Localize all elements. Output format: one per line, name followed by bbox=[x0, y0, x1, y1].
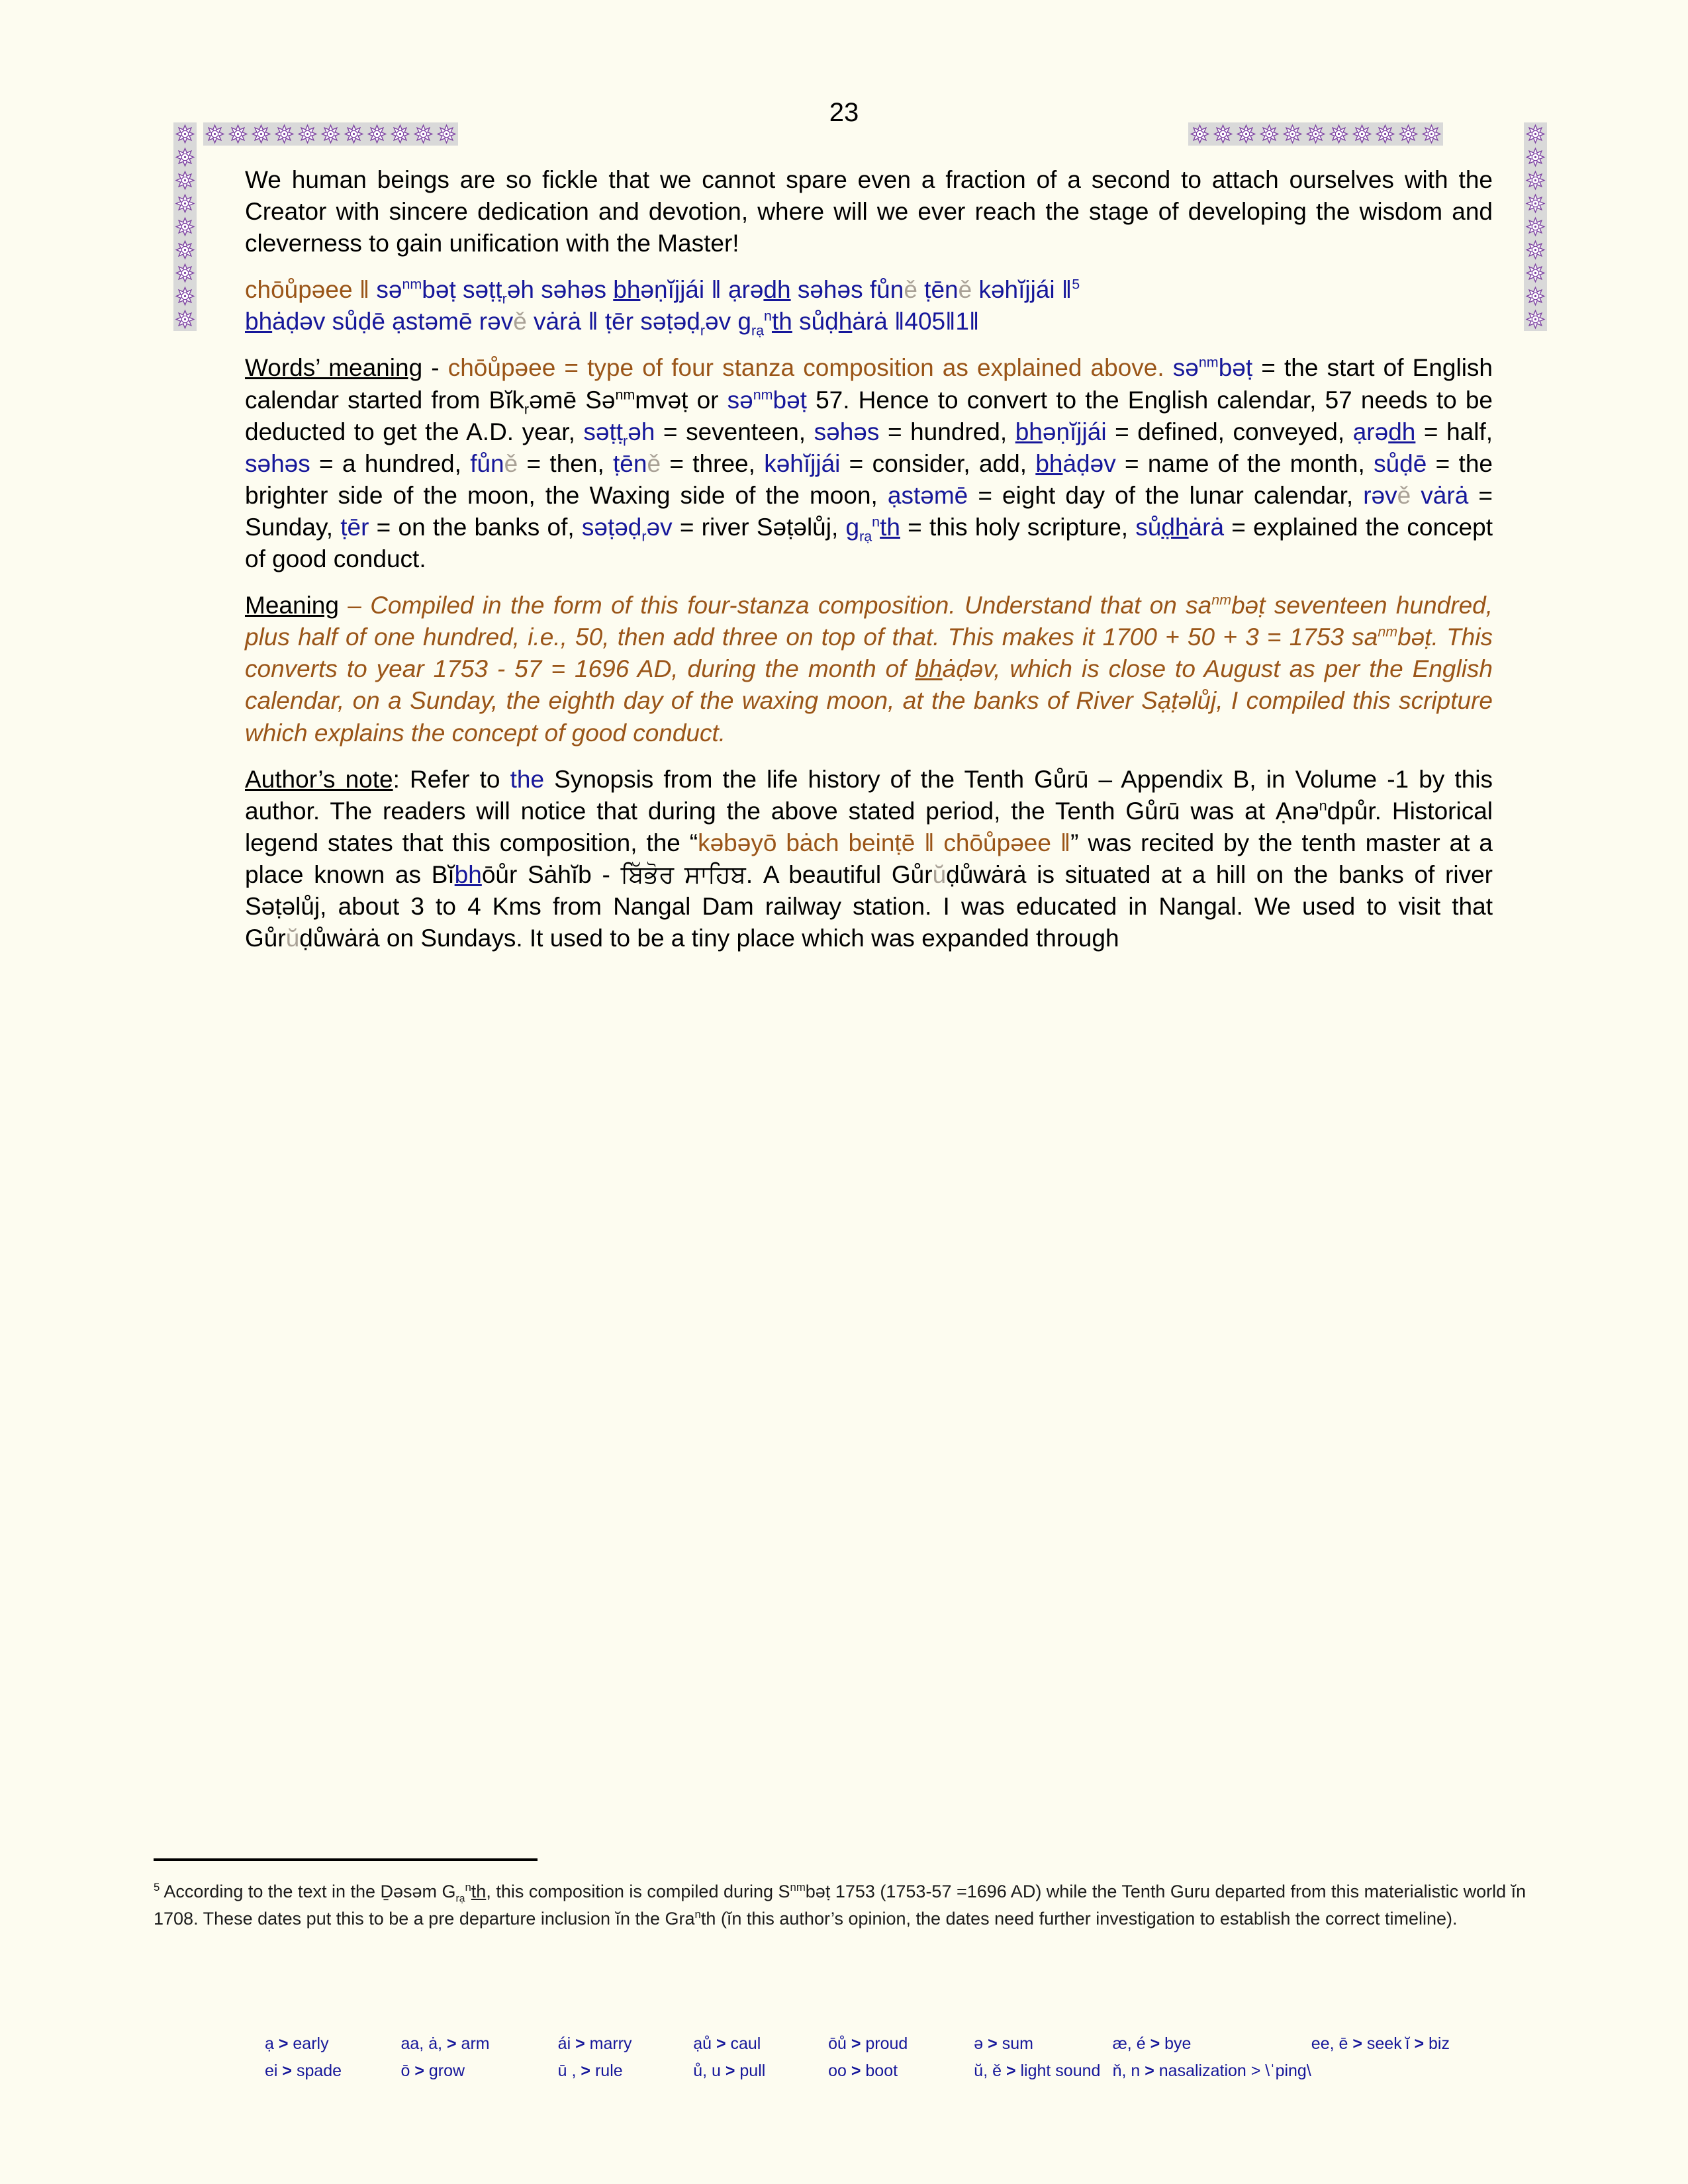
pronunciation-arrow: > bbox=[414, 2062, 429, 2080]
footnote-sup-c: n bbox=[694, 1908, 701, 1921]
pronunciation-symbol: ái bbox=[557, 2034, 576, 2053]
pronunciation-arrow: > bbox=[1414, 2034, 1429, 2053]
pronunciation-key-cell bbox=[558, 2058, 694, 2085]
pronunciation-symbol: æ, é bbox=[1112, 2034, 1150, 2053]
flower-ornament-icon bbox=[1524, 215, 1547, 238]
gloss-15: = on the banks of, bbox=[369, 513, 582, 541]
term-bhadav-underline: bh bbox=[1035, 449, 1063, 477]
verse-transliteration bbox=[245, 274, 1493, 338]
term-sahas-1: səhəs bbox=[814, 418, 880, 445]
term-kahijjai: kəhĭjjái bbox=[764, 449, 841, 477]
pronunciation-symbol: aa, ȧ, bbox=[400, 2034, 447, 2053]
authors-note-heading: Author’s note bbox=[245, 765, 393, 793]
gloss-18: = explained the concept of good conduct. bbox=[245, 513, 1493, 573]
term-satadrav-sub: r bbox=[641, 528, 647, 545]
ornament-border-left bbox=[173, 122, 197, 331]
flower-ornament-icon bbox=[173, 192, 197, 215]
pronunciation-example-word: proud bbox=[865, 2034, 908, 2053]
flower-ornament-icon bbox=[1524, 169, 1547, 192]
term-bhanijjai-underline: bh bbox=[1015, 418, 1043, 445]
pronunciation-arrow: > bbox=[447, 2034, 461, 2053]
pronunciation-key-cell bbox=[1405, 2030, 1450, 2058]
flower-ornament-icon bbox=[226, 122, 250, 146]
footnote-text-b: , this composition is compiled during S bbox=[486, 1882, 790, 1901]
verse-light-sound-1: ě bbox=[904, 276, 917, 304]
flower-ornament-icon bbox=[1524, 285, 1547, 308]
words-meaning-brown-segment: chōůpəee = type of four stanza composition as explained above. bbox=[447, 354, 1164, 382]
flower-ornament-icon bbox=[1235, 122, 1258, 146]
footnote-sup-b: nm bbox=[790, 1881, 806, 1893]
pronunciation-symbol: ň, n bbox=[1112, 2062, 1145, 2080]
authors-note-text-f: ḍůwȧrȧ is situated at a hill on the banks of river Səṭəlůj, about 3 to 4 Kms from Nangal Dam railway station. I was educated in Nangal. We used to visit that Gůr bbox=[245, 860, 1493, 952]
meaning-text-b: bəṭ seventeen hundred, plus half of one hundred, i.e., 50, then add three on top of that. This makes it 1700 + 50 + 3 = 1753 sa bbox=[245, 592, 1493, 651]
flower-ornament-icon bbox=[1397, 122, 1420, 146]
meaning-text-a: Compiled in the form of this four-stanza composition. Understand that on sa bbox=[370, 592, 1212, 619]
gloss-4: = hundred, bbox=[879, 418, 1015, 445]
term-sude: sůḍē bbox=[1374, 449, 1427, 477]
verse-underline-h: h bbox=[838, 308, 853, 336]
pronunciation-example-word: biz bbox=[1429, 2034, 1450, 2053]
term-sattrah-sub: r bbox=[623, 433, 628, 449]
meaning-text-c: bəṭ. This converts to year 1753 - 57 = 1696 AD, during the month of bbox=[245, 623, 1493, 683]
authors-note-blue-underlined: bh bbox=[454, 860, 482, 888]
authors-note-text-e: . A beautiful Gůr bbox=[745, 860, 933, 888]
pronunciation-arrow: > bbox=[716, 2034, 731, 2053]
verse-run-9: vȧrȧ ǁ ṭēr səṭəḍ bbox=[526, 308, 700, 336]
pronunciation-example-word: light sound bbox=[1020, 2062, 1101, 2080]
term-bhadav: bhȧḍəv bbox=[1035, 449, 1116, 477]
meaning-underline-bh: bh bbox=[915, 655, 943, 683]
flower-ornament-icon bbox=[319, 122, 342, 146]
verse-light-sound-3: ě bbox=[513, 308, 527, 336]
flower-ornament-icon bbox=[173, 285, 197, 308]
term-sambat-1: sə$^{nm}$bəṭ bbox=[1172, 354, 1253, 382]
pronunciation-key bbox=[265, 2030, 1450, 2085]
flower-ornament-icon bbox=[250, 122, 273, 146]
flower-ornament-icon bbox=[1281, 122, 1304, 146]
verse-separator-1: ǁ bbox=[359, 276, 370, 304]
pronunciation-arrow: > bbox=[1150, 2034, 1165, 2053]
pronunciation-arrow: > bbox=[282, 2062, 297, 2080]
verse-title: chōůpəee bbox=[245, 276, 353, 304]
verse-run-12: ȧrȧ ǁ405ǁ1ǁ bbox=[852, 308, 980, 336]
gloss-7: = a hundred, bbox=[310, 449, 471, 477]
pronunciation-example-word: arm bbox=[461, 2034, 490, 2053]
pronunciation-symbol: ĭ bbox=[1405, 2034, 1415, 2053]
flower-ornament-icon bbox=[173, 146, 197, 169]
pronunciation-key-cell bbox=[974, 2030, 1112, 2058]
flower-ornament-icon bbox=[173, 238, 197, 261]
pronunciation-example-word: spade bbox=[296, 2062, 342, 2080]
verse-run-3: əh səhəs bbox=[506, 276, 614, 304]
verse-sub-ra: rạ bbox=[751, 322, 765, 339]
flower-ornament-icon bbox=[1524, 238, 1547, 261]
pronunciation-symbol: ee, ē bbox=[1311, 2034, 1353, 2053]
pronunciation-symbol: ạ bbox=[265, 2034, 279, 2053]
pronunciation-arrow: > bbox=[851, 2062, 866, 2080]
pronunciation-key-cell bbox=[693, 2030, 828, 2058]
authors-note-blue-word: the bbox=[510, 765, 545, 793]
pronunciation-example-word: bye bbox=[1164, 2034, 1192, 2053]
flower-ornament-icon bbox=[412, 122, 435, 146]
flower-ornament-icon bbox=[173, 169, 197, 192]
words-meaning-paragraph bbox=[245, 352, 1493, 575]
flower-ornament-icon bbox=[435, 122, 458, 146]
authors-note-light-a: ŭ bbox=[932, 860, 947, 888]
authors-note-text-a: Synopsis from the life history of the Tenth Gůrū – Appendix B, in Volume -1 by this author. The readers will notice that during the above stated period, the Tenth Gůrū was at Ạnə bbox=[245, 765, 1493, 825]
verse-sup-nm-1: nm bbox=[402, 276, 422, 293]
verse-underline-bh-1: bh bbox=[613, 276, 641, 304]
verse-run-6: ṭēn bbox=[917, 276, 959, 304]
verse-run-10: əv g bbox=[705, 308, 751, 336]
pronunciation-symbol: ō bbox=[400, 2062, 415, 2080]
flower-ornament-icon bbox=[203, 122, 226, 146]
gloss-3: = seventeen, bbox=[655, 418, 814, 445]
flower-ornament-icon bbox=[1524, 261, 1547, 285]
pronunciation-example-word: seek bbox=[1366, 2034, 1402, 2053]
pronunciation-example-word: early bbox=[293, 2034, 329, 2053]
verse-run-2: bəṭ səṭṭ bbox=[422, 276, 502, 304]
pronunciation-example-word: caul bbox=[730, 2034, 761, 2053]
verse-light-sound-2: ě bbox=[958, 276, 972, 304]
authors-note-paragraph bbox=[245, 764, 1493, 955]
pronunciation-example-word: sum bbox=[1002, 2034, 1033, 2053]
words-meaning-dash: - bbox=[422, 354, 448, 382]
term-sattrah: səṭṭ$_r$əh bbox=[583, 418, 655, 449]
term-sambat-1-sup: nm bbox=[1198, 355, 1219, 371]
pronunciation-key-cell bbox=[401, 2030, 558, 2058]
gloss-10: = consider, add, bbox=[840, 449, 1036, 477]
verse-run-7: kəhĭjjái ǁ bbox=[972, 276, 1072, 304]
meaning-dash: – bbox=[338, 592, 371, 619]
footnote-marker-ref: 5 bbox=[1072, 276, 1080, 293]
footnote-marker: 5 bbox=[154, 1881, 160, 1893]
authors-note-text-d: ōůr Sȧhĭb - bbox=[481, 860, 621, 888]
authors-note-sup-a: n bbox=[1319, 797, 1327, 814]
flower-ornament-icon bbox=[1420, 122, 1443, 146]
pronunciation-key-cell bbox=[828, 2058, 974, 2085]
ornament-border-top-left bbox=[203, 122, 458, 146]
gloss-17: = this holy scripture, bbox=[900, 513, 1136, 541]
verse-run-11: sůḍ bbox=[792, 308, 839, 336]
term-granth: $g_{rạ}^nth$ bbox=[845, 513, 900, 545]
verse-underline-th: th bbox=[771, 308, 792, 336]
verse-sup-n: n bbox=[764, 308, 772, 325]
pronunciation-example-word: rule bbox=[594, 2062, 623, 2080]
pronunciation-arrow: > bbox=[575, 2034, 590, 2053]
authors-note-text-c: ” was recited by the tenth master at a place known as Bĭ bbox=[245, 829, 1493, 888]
term-sudhara-underline: ḍh bbox=[1161, 513, 1189, 541]
pronunciation-example-word: grow bbox=[428, 2062, 465, 2080]
authors-note-brown-quote: kəbəyō bȧch beinṭē ǁ chōůpəee ǁ bbox=[698, 829, 1071, 856]
gloss-12: = the brighter side of the moon, the Waxing side of the moon, bbox=[245, 449, 1493, 509]
page-body bbox=[245, 164, 1493, 954]
flower-ornament-icon bbox=[1211, 122, 1235, 146]
pronunciation-arrow: > bbox=[851, 2034, 866, 2053]
verse-sub-r-1: r bbox=[502, 291, 507, 307]
pronunciation-symbol: ōů bbox=[828, 2034, 851, 2053]
term-granth-underline: th bbox=[880, 513, 900, 541]
verse-run-8: ȧḍəv sůḍē ạstəmē rəv bbox=[272, 308, 514, 336]
term-astame: ạstəmē bbox=[887, 481, 968, 509]
pronunciation-key-cell bbox=[828, 2030, 974, 2058]
pronunciation-key-cell bbox=[1113, 2030, 1311, 2058]
authors-note-light-b: ŭ bbox=[285, 925, 300, 952]
flower-ornament-icon bbox=[173, 308, 197, 331]
pronunciation-arrow: > bbox=[1352, 2034, 1367, 2053]
ornament-border-right bbox=[1524, 122, 1547, 331]
gloss-8: = then, bbox=[518, 449, 614, 477]
term-fune: fůně bbox=[470, 449, 518, 477]
pronunciation-key-cell bbox=[265, 2058, 401, 2085]
pronunciation-key-cell bbox=[974, 2058, 1112, 2085]
words-meaning-heading: Words’ meaning bbox=[245, 354, 423, 382]
flower-ornament-icon bbox=[1374, 122, 1397, 146]
pronunciation-key-row-2 bbox=[265, 2058, 1450, 2085]
meaning-sup-a: nm bbox=[1211, 592, 1232, 608]
pronunciation-key-row-1 bbox=[265, 2030, 1450, 2058]
pronunciation-symbol: ei bbox=[265, 2062, 283, 2080]
pronunciation-example-word: marry bbox=[589, 2034, 632, 2053]
flower-ornament-icon bbox=[296, 122, 319, 146]
footnote-text-a: According to the text in the Ḏəsəm G bbox=[160, 1882, 456, 1901]
pronunciation-symbol: ŭ, ě bbox=[974, 2062, 1006, 2080]
term-aradh: ạrədh bbox=[1352, 418, 1416, 445]
intro-paragraph: We human beings are so fickle that we cannot spare even a fraction of a second to attach ourselves with the Creator with sincere dedication and devotion, where will we ever reach the stage of developing the wisdom and cleverness to gain unification with the Master! bbox=[245, 166, 1493, 257]
flower-ornament-icon bbox=[273, 122, 296, 146]
term-tene: ṭēně bbox=[613, 449, 661, 477]
flower-ornament-icon bbox=[389, 122, 412, 146]
term-sambat-2-sup: nm bbox=[753, 387, 773, 403]
gloss-9: = three, bbox=[661, 449, 765, 477]
term-granth-sub: rạ bbox=[859, 528, 872, 545]
flower-ornament-icon bbox=[365, 122, 389, 146]
flower-ornament-icon bbox=[1327, 122, 1350, 146]
gloss-1-sup: nm bbox=[615, 387, 635, 403]
flower-ornament-icon bbox=[1524, 192, 1547, 215]
verse-underline-bh-2: bh bbox=[245, 308, 273, 336]
pronunciation-symbol: ə bbox=[974, 2034, 988, 2053]
flower-ornament-icon bbox=[173, 215, 197, 238]
flower-ornament-icon bbox=[1524, 146, 1547, 169]
flower-ornament-icon bbox=[173, 122, 197, 146]
pronunciation-arrow: > bbox=[988, 2034, 1002, 2053]
term-granth-sup: n bbox=[872, 514, 880, 530]
pronunciation-key-cell bbox=[265, 2030, 401, 2058]
term-sahas-2: səhəs bbox=[245, 449, 310, 477]
verse-sep-1 bbox=[353, 276, 359, 303]
gurmukhi-place-name: ਬਿੱਭੋਰ ਸਾਹਿਬ bbox=[620, 860, 746, 888]
gloss-16: = river Səṭəlůj, bbox=[672, 513, 846, 541]
term-fune-light: ě bbox=[504, 449, 518, 477]
term-bhanijjai: bhəṇĭjjái bbox=[1015, 418, 1107, 445]
verse-sub-r-2: r bbox=[700, 322, 706, 339]
flower-ornament-icon bbox=[342, 122, 365, 146]
gloss-1-sub: r bbox=[524, 400, 530, 417]
footnote-text bbox=[154, 1878, 1534, 1933]
term-satadrav: səṭəḍ$_r$əv bbox=[581, 513, 673, 545]
pronunciation-symbol: ů, u bbox=[693, 2062, 726, 2080]
verse-run-5: səhəs fůn bbox=[790, 276, 904, 304]
pronunciation-arrow: > bbox=[278, 2034, 293, 2053]
flower-ornament-icon bbox=[1258, 122, 1281, 146]
pronunciation-key-cell bbox=[401, 2058, 558, 2085]
footnote-sub-a: rạ bbox=[455, 1893, 465, 1905]
pronunciation-key-cell bbox=[558, 2030, 694, 2058]
footnote-separator-rule bbox=[154, 1858, 538, 1861]
ornament-border-top-right bbox=[1188, 122, 1443, 146]
term-sambat-2: sə$^{nm}$bəṭ bbox=[727, 386, 807, 414]
meaning-paragraph bbox=[245, 590, 1493, 749]
footnote-underline-th: th bbox=[471, 1882, 487, 1901]
page-number: 23 bbox=[829, 98, 859, 127]
pronunciation-key-cell bbox=[693, 2058, 828, 2085]
gloss-11: = name of the month, bbox=[1115, 449, 1374, 477]
authors-note-text-g: ḍůwȧrȧ on Sundays. It used to be a tiny place which was expanded through bbox=[299, 925, 1119, 952]
gloss-13: = eight day of the lunar calendar, bbox=[968, 481, 1364, 509]
gloss-1: = the start of English calendar started from Bĭk$_r$əmē Sə$^{nm}$mvəṭ or bbox=[245, 354, 1493, 417]
pronunciation-arrow: > bbox=[1145, 2062, 1159, 2080]
pronunciation-key-cell bbox=[1311, 2030, 1405, 2058]
authors-note-colon: : Refer to bbox=[393, 765, 510, 793]
flower-ornament-icon bbox=[1188, 122, 1211, 146]
flower-ornament-icon bbox=[1524, 122, 1547, 146]
pronunciation-key-table bbox=[265, 2030, 1450, 2085]
pronunciation-arrow: > bbox=[581, 2062, 595, 2080]
pronunciation-symbol: ạů bbox=[693, 2034, 716, 2053]
pronunciation-arrow: > bbox=[1006, 2062, 1021, 2080]
gloss-14: = Sunday, bbox=[245, 481, 1493, 541]
pronunciation-symbol: oo bbox=[828, 2062, 851, 2080]
gloss-6: = half, bbox=[1415, 418, 1493, 445]
footnote-sup-a: n bbox=[465, 1881, 471, 1893]
flower-ornament-icon bbox=[1350, 122, 1374, 146]
flower-ornament-icon bbox=[173, 261, 197, 285]
pronunciation-example-word: nasalization > \ˈping\ bbox=[1158, 2062, 1311, 2080]
term-ter: ṭēr bbox=[340, 513, 369, 541]
pronunciation-example-word: pull bbox=[739, 2062, 766, 2080]
gloss-5: = defined, conveyed, bbox=[1106, 418, 1353, 445]
term-aradh-underline: dh bbox=[1388, 418, 1416, 445]
meaning-text-d: ȧḍəv, which is close to August as per the English calendar, on a Sunday, the eighth day of the waxing moon, at the banks of River Sạṭəlůj, I compiled this scripture which explains the concept of good conduct. bbox=[245, 655, 1493, 747]
footnote-text-d: th (ĭn this author’s opinion, the dates need further investigation to establish the correct timeline). bbox=[700, 1909, 1458, 1929]
gloss-2: 57. Hence to convert to the English calendar, 57 needs to be deducted to get the A.D. year, bbox=[245, 386, 1493, 445]
pronunciation-symbol: ū , bbox=[557, 2062, 581, 2080]
pronunciation-arrow: > bbox=[725, 2062, 740, 2080]
meaning-sup-b: nm bbox=[1378, 623, 1398, 640]
verse-run-1: sə bbox=[376, 276, 402, 304]
meaning-heading: Meaning bbox=[245, 592, 339, 619]
term-rave-light: ě bbox=[1397, 481, 1411, 509]
term-sudhara: sůḍhȧrȧ bbox=[1135, 513, 1225, 541]
footnote-text-c: bəṭ 1753 (1753-57 =1696 AD) while the Tenth Guru departed from this materialistic world ĭn 1708. These dates put this to be a pre departure inclusion ĭn the Gra bbox=[154, 1882, 1526, 1929]
pronunciation-key-cell bbox=[1113, 2058, 1311, 2085]
flower-ornament-icon bbox=[1524, 308, 1547, 331]
verse-run-4: əṇĭjjái ǁ ạrə bbox=[640, 276, 764, 304]
verse-underline-dh-1: dh bbox=[763, 276, 791, 304]
term-rave-vara: rəvě vȧrȧ bbox=[1363, 481, 1469, 509]
pronunciation-example-word: boot bbox=[865, 2062, 898, 2080]
flower-ornament-icon bbox=[1304, 122, 1327, 146]
term-tene-light: ě bbox=[647, 449, 661, 477]
authors-note-text-b: dpůr. Historical legend states that this composition, the “ bbox=[245, 797, 1493, 856]
